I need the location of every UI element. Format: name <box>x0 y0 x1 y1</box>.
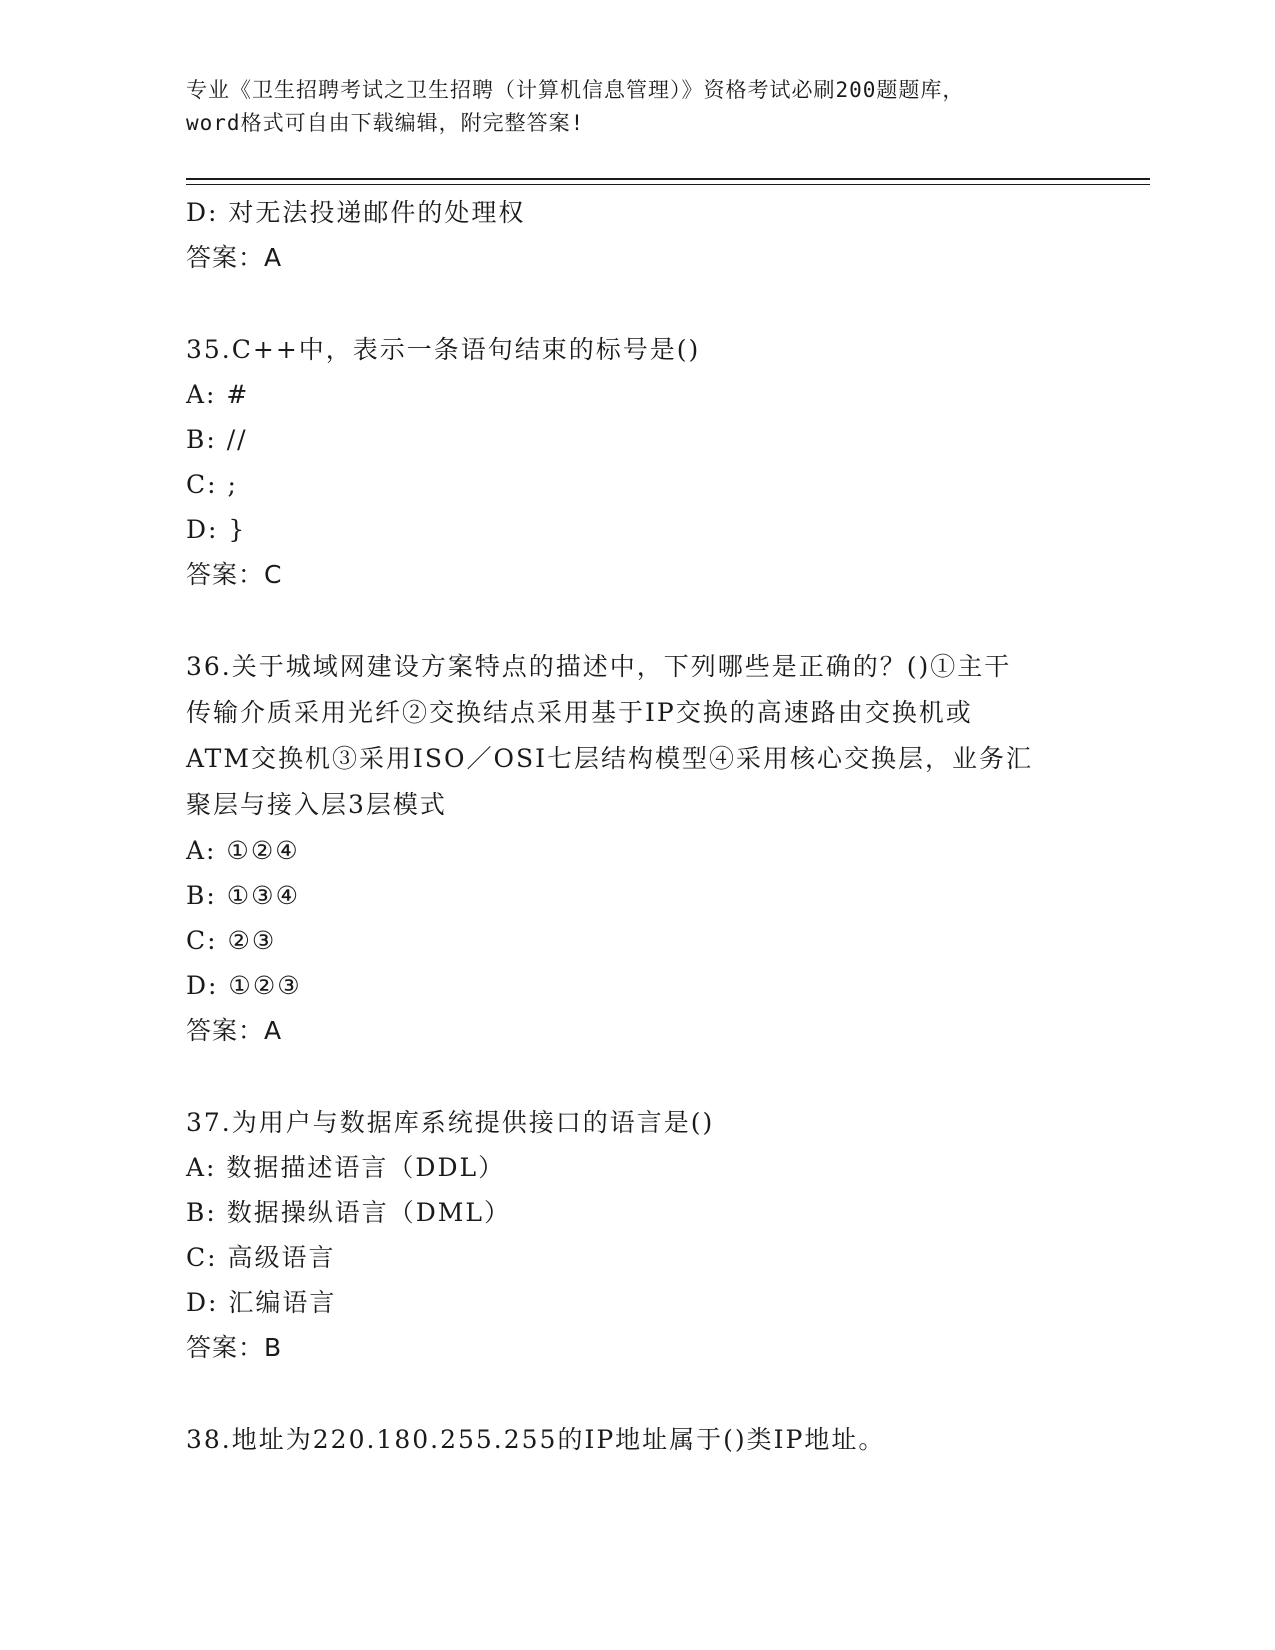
option-a: A: # <box>186 380 250 409</box>
option-a: A: ①②④ <box>186 836 300 865</box>
option-c: C: 高级语言 <box>186 1243 336 1272</box>
header-line-1: 专业《卫生招聘考试之卫生招聘（计算机信息管理）》资格考试必刷200题题库， <box>186 78 965 102</box>
question-stem-line-3: ATM交换机③采用ISO／OSI七层结构模型④采用核心交换层，业务汇 <box>186 744 1033 773</box>
header-line-2: word格式可自由下载编辑，附完整答案! <box>186 111 585 135</box>
option-a: A: 数据描述语言（DDL） <box>186 1153 506 1182</box>
question-list <box>186 190 1086 1462</box>
question-34-tail <box>186 190 1086 280</box>
question-36 <box>186 644 1086 1053</box>
option-b: B: 数据操纵语言（DML） <box>186 1198 511 1227</box>
question-spacer <box>186 280 1086 327</box>
answer-line: 答案：B <box>186 1333 283 1362</box>
question-spacer <box>186 1370 1086 1417</box>
question-38 <box>186 1417 1086 1462</box>
question-stem: 37.为用户与数据库系统提供接口的语言是() <box>186 1108 715 1137</box>
header-divider-thin <box>186 184 1150 185</box>
answer-line: 答案：A <box>186 1016 283 1045</box>
option-d: D: 汇编语言 <box>186 1288 337 1317</box>
question-stem-line-4: 聚层与接入层3层模式 <box>186 790 447 819</box>
question-spacer <box>186 597 1086 644</box>
question-37 <box>186 1100 1086 1370</box>
question-35 <box>186 327 1086 597</box>
document-header <box>186 74 1086 140</box>
option-d: D: } <box>186 515 247 544</box>
question-spacer <box>186 1053 1086 1100</box>
answer-line: 答案：A <box>186 243 283 272</box>
option-d: D: ①②③ <box>186 971 302 1000</box>
question-stem-line-2: 传输介质采用光纤②交换结点采用基于IP交换的高速路由交换机或 <box>186 698 973 727</box>
answer-line: 答案：C <box>186 560 283 589</box>
question-stem: 38.地址为220.180.255.255的IP地址属于()类IP地址。 <box>186 1425 886 1454</box>
option-b: B: // <box>186 425 248 454</box>
option-c: C: ; <box>186 470 238 499</box>
option-c: C: ②③ <box>186 926 277 955</box>
question-stem-line-1: 36.关于城域网建设方案特点的描述中，下列哪些是正确的？()①主干 <box>186 652 1012 681</box>
question-stem: 35.C++中，表示一条语句结束的标号是() <box>186 335 701 364</box>
option-d: D: 对无法投递邮件的处理权 <box>186 198 526 227</box>
option-b: B: ①③④ <box>186 881 300 910</box>
header-divider-thick <box>186 178 1150 180</box>
